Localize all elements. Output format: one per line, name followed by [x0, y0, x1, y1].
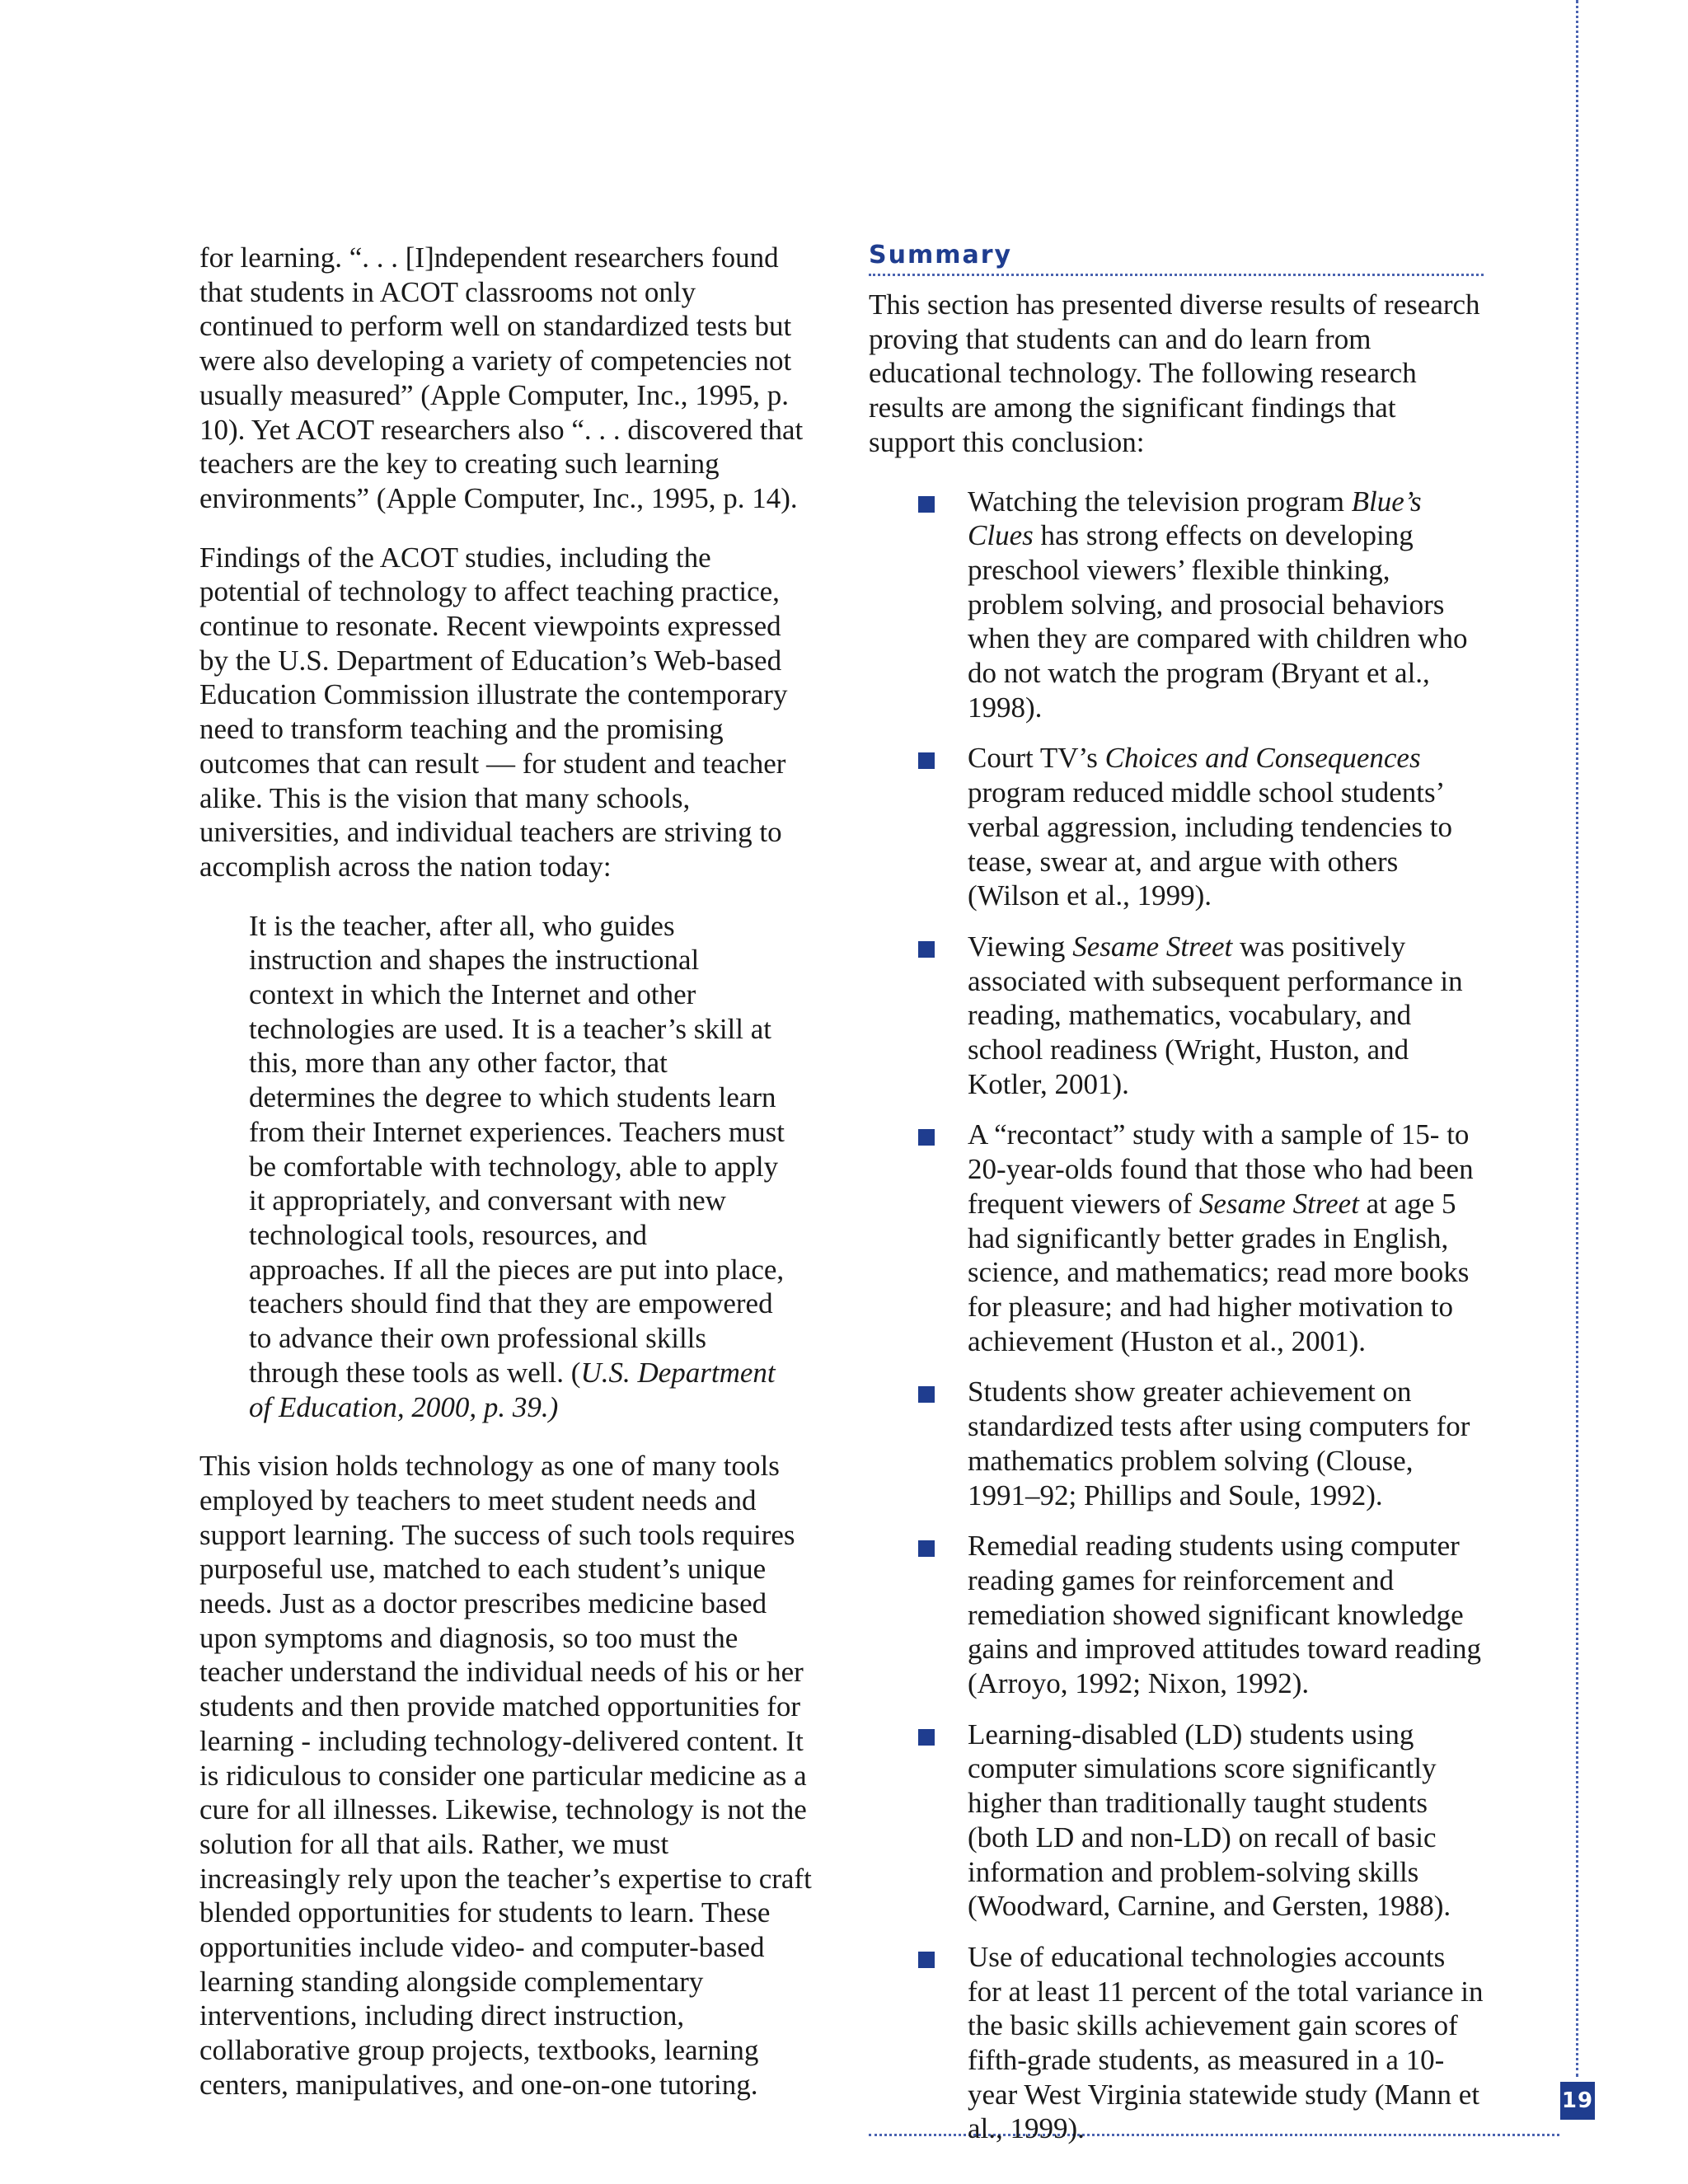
- square-bullet-icon: [918, 752, 935, 769]
- section-heading-summary: Summary: [869, 241, 1484, 276]
- list-item: Learning-disabled (LD) students using computer simulations score significantly higher than traditionally taught students (both LD and non-LD) on recall of basic information and problem-solving skills (Woodward, Carnine, and Gersten, 1988).: [968, 1718, 1484, 1924]
- list-item: Court TV’s Choices and Consequences program reduced middle school students’ verbal aggression, including tendencies to tease, swear at, and argue with others (Wilson et al., 1999).: [968, 741, 1484, 913]
- paragraph-acot-findings: for learning. “. . . [I]ndependent researchers found that students in ACOT classrooms not only continued to perform well on standardized tests but were also developing a variety of competencies not usually measured” (Apple Computer, Inc., 1995, p. 10). Yet ACOT researchers also “. . . discovered that teachers are the key to creating such learning environments” (Apple Computer, Inc., 1995, p. 14).: [199, 241, 804, 514]
- right-column: [869, 241, 1484, 2163]
- list-item: Use of educational technologies accounts for at least 11 percent of the total variance in the basic skills achievement gain scores of fifth-grade students, as measured in a 10-year West Virginia statewide study (Mann et al., 1999).: [968, 1940, 1484, 2146]
- square-bullet-icon: [918, 1729, 935, 1746]
- square-bullet-icon: [918, 1952, 935, 1968]
- square-bullet-icon: [918, 1129, 935, 1146]
- paragraph-vision: This vision holds technology as one of many tools employed by teachers to meet student needs and support learning. The success of such tools requires purposeful use, matched to each student’s unique needs. Just as a doctor prescribes medicine based upon symptoms and diagnosis, so too must the teacher understand the individual needs of his or her students and then provide matched opportunities for learning - including technology-delivered content. It is ridiculous to consider one particular medicine as a cure for all illnesses. Likewise, technology is not the solution for all that ails. Rather, we must increasingly rely upon the teacher’s expertise to craft blended opportunities for students to learn. These opportunities include video- and computer-based learning standing alongside complementary interventions, including direct instruction, collaborative group projects, textbooks, learning centers, manipulatives, and one-on-one tutoring.: [199, 1450, 812, 2101]
- list-item: Watching the television program Blue’s Clues has strong effects on developing preschool viewers’ flexible thinking, problem solving, and prosocial behaviors when they are compared with children who do not watch the program (Bryant et al., 1998).: [968, 485, 1484, 725]
- summary-intro: This section has presented diverse results of research proving that students can and do learn from educational technology. The following research results are among the significant findings that support this conclusion:: [869, 288, 1480, 458]
- list-item: A “recontact” study with a sample of 15- to 20-year-olds found that those who had been frequent viewers of Sesame Street at age 5 had significantly better grades in English, science, and mathematics; read more books for pleasure; and had higher motivation to achievement (Huston et al., 2001).: [968, 1118, 1484, 1358]
- quote-text: It is the teacher, after all, who guides instruction and shapes the instructional context in which the Internet and other technologies are used. It is a teacher’s skill at this, more than any other factor, that determines the degree to which students learn from their Internet experiences. Teachers must be comfortable with technology, able to apply it appropriately, and conversant with new technological tools, resources, and approaches. If all the pieces are put into place, teachers should find that they are empowered to advance their own professional skills through these tools as well. (: [249, 909, 785, 1389]
- square-bullet-icon: [918, 1540, 935, 1557]
- page-number: 19: [1560, 2082, 1595, 2120]
- paragraph-acot-resonate: Findings of the ACOT studies, including the potential of technology to affect teaching practice, continue to resonate. Recent viewpoints expressed by the U.S. Department of Education’s Web-based Education Commission illustrate the contemporary need to transform teaching and the promising outcomes that can result — for student and teacher alike. This is the vision that many schools, universities, and individual teachers are striving to accomplish across the nation today:: [199, 541, 788, 883]
- left-column: [199, 241, 813, 2102]
- list-item: Remedial reading students using computer reading games for reinforcement and remediation showed significant knowledge gains and improved attitudes toward reading (Arroyo, 1992; Nixon, 1992).: [968, 1529, 1484, 1701]
- quote-citation: U.S. Department of Education, 2000, p. 39.): [249, 1356, 776, 1423]
- square-bullet-icon: [918, 941, 935, 958]
- page-edge-dotted-rule: [1576, 0, 1578, 2077]
- findings-list: [869, 485, 1484, 2147]
- square-bullet-icon: [918, 1386, 935, 1403]
- list-item: Students show greater achievement on standardized tests after using computers for mathematics problem solving (Clouse, 1991–92; Phillips and Soule, 1992).: [968, 1375, 1484, 1512]
- square-bullet-icon: [918, 496, 935, 513]
- block-quote: [249, 909, 785, 1425]
- list-item: Viewing Sesame Street was positively associated with subsequent performance in reading, mathematics, vocabulary, and school readiness (Wright, Huston, and Kotler, 2001).: [968, 930, 1484, 1102]
